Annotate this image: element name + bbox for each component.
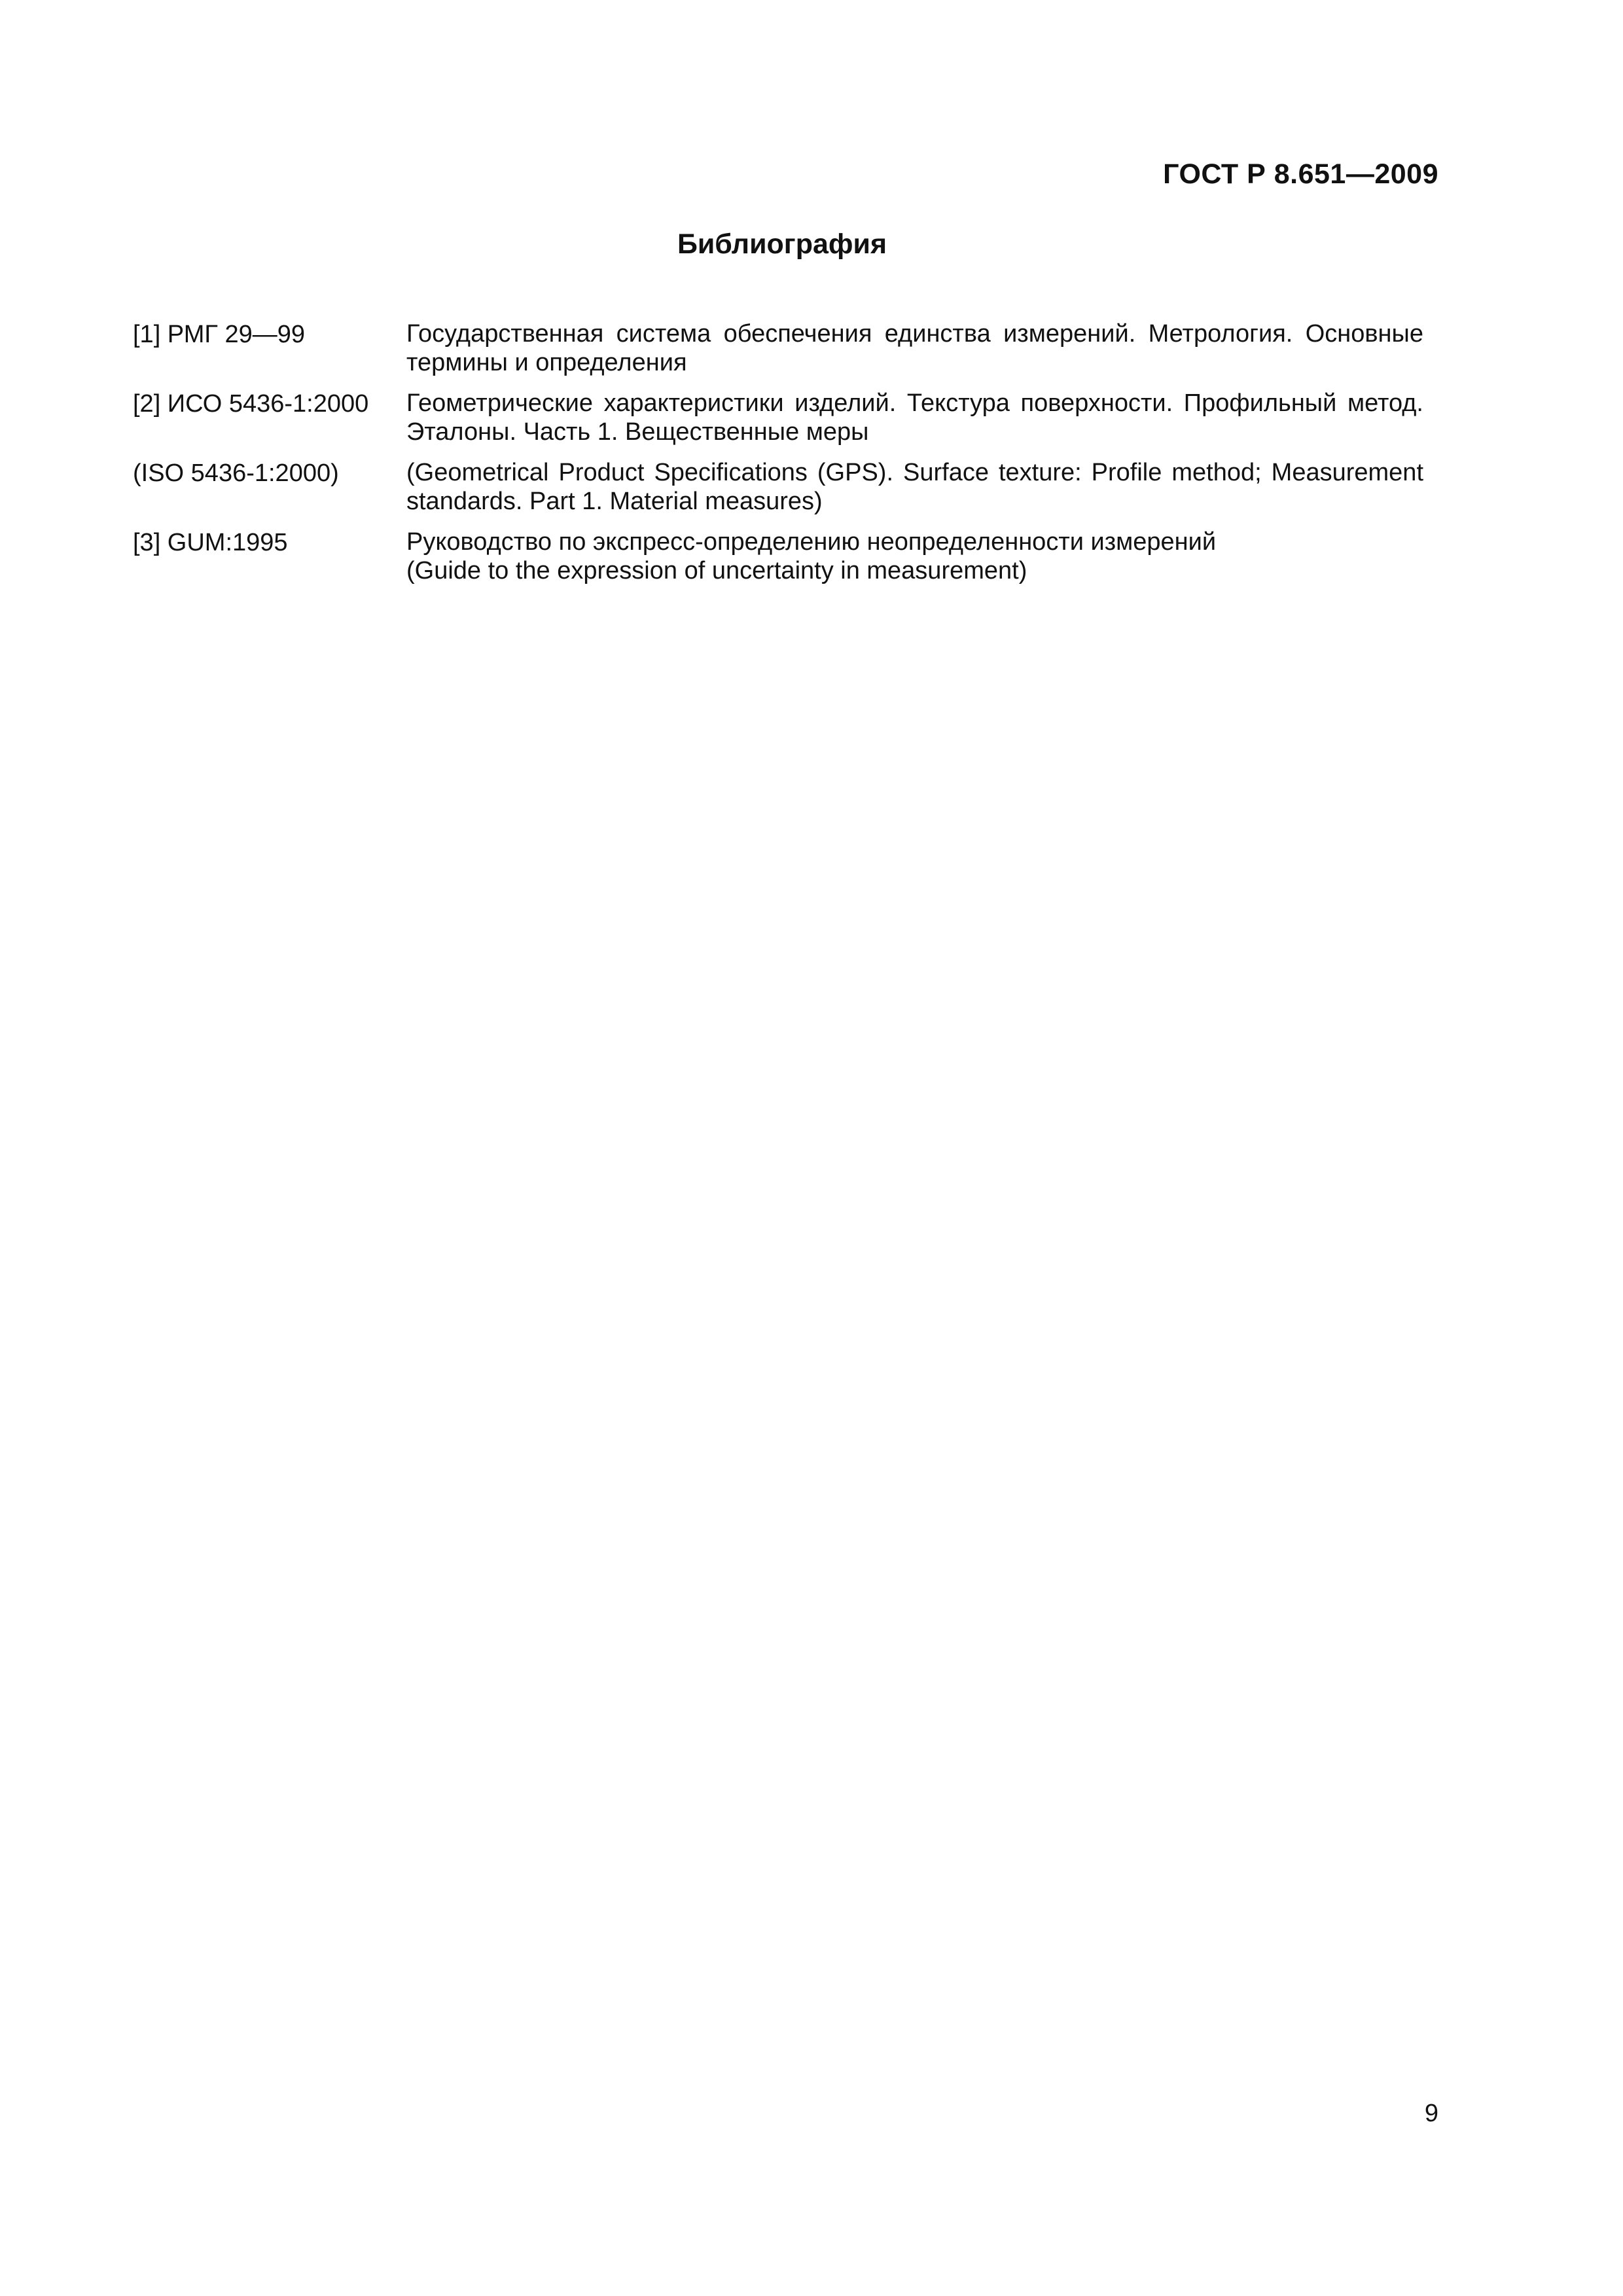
bibliography-entry — [133, 319, 1423, 377]
bibliography-ref: [3] GUM:1995 — [133, 529, 288, 556]
page-number: 9 — [1424, 2100, 1438, 2127]
bibliography-list — [133, 319, 1423, 597]
bibliography-text: Государственная система обеспечения единства измерений. Метрология. Основные термины и определения — [406, 320, 1423, 376]
bibliography-entry — [133, 458, 1423, 516]
document-code: ГОСТ Р 8.651—2009 — [1163, 158, 1438, 190]
bibliography-text — [406, 528, 1423, 585]
bibliography-ref: [2] ИСО 5436-1:2000 — [133, 390, 369, 418]
bibliography-text-line: (Guide to the expression of uncertainty in measurement) — [406, 557, 1027, 584]
bibliography-ref: (ISO 5436-1:2000) — [133, 459, 339, 487]
bibliography-entry — [133, 528, 1423, 585]
bibliography-entry — [133, 389, 1423, 446]
bibliography-text-line: Руководство по экспресс-определению неопределенности измерений — [406, 528, 1217, 556]
bibliography-ref: [1] РМГ 29—99 — [133, 321, 306, 348]
bibliography-text: Геометрические характеристики изделий. Текстура поверхности. Профильный метод. Эталоны. Часть 1. Вещественные меры — [406, 389, 1423, 446]
bibliography-text: (Geometrical Product Specifications (GPS). Surface texture: Profile method; Measurement standards. Part 1. Material measures) — [406, 459, 1423, 515]
section-title: Библиография — [677, 228, 887, 260]
